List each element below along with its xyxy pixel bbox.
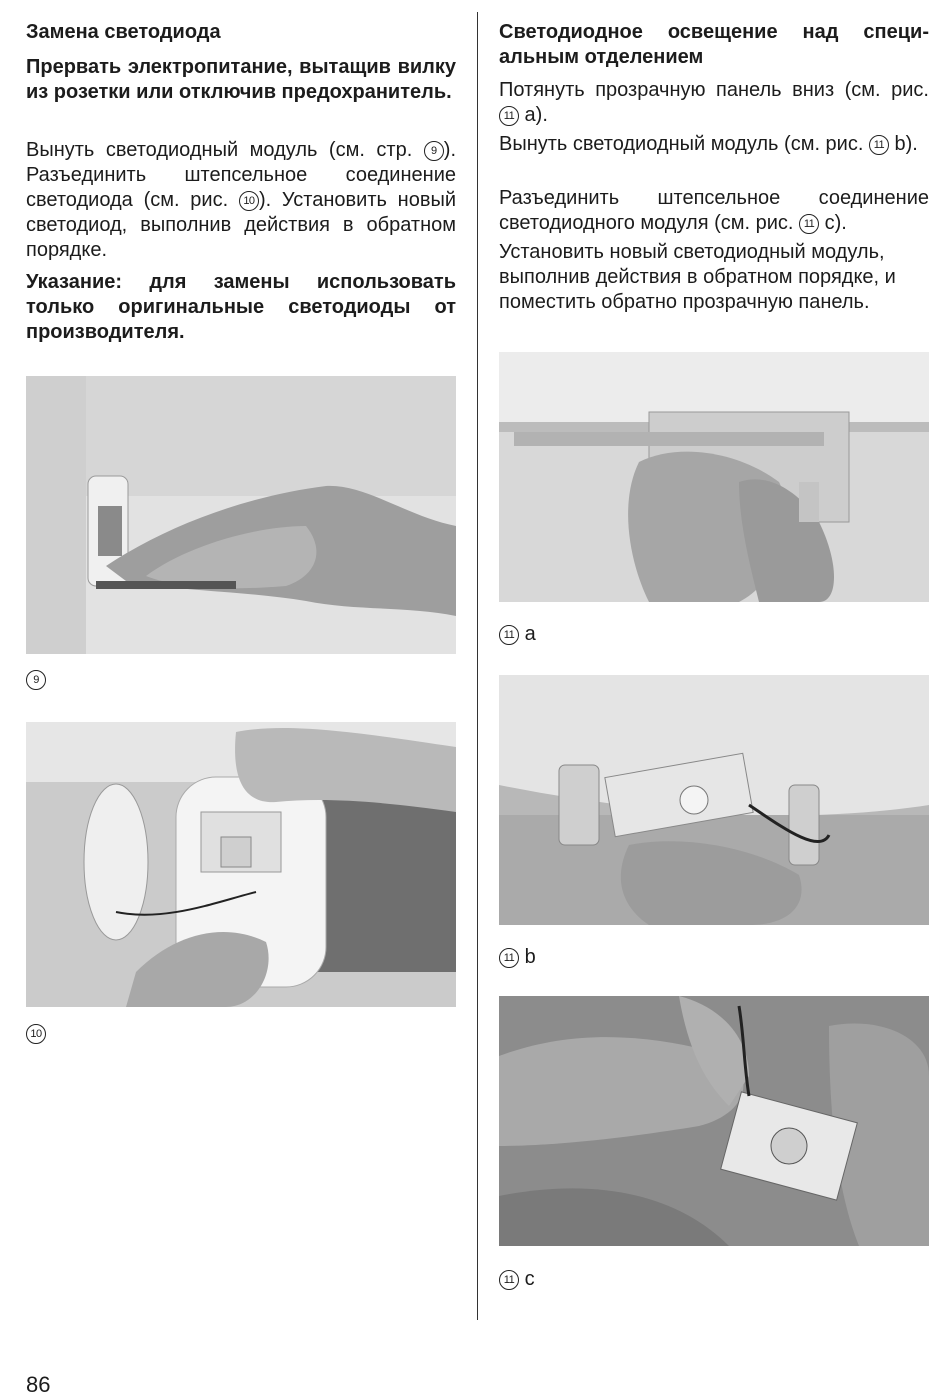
figure-ref-10: 10 bbox=[239, 191, 259, 211]
figure-number-9: 9 bbox=[26, 670, 46, 690]
figure-11c-photo bbox=[499, 996, 929, 1246]
note-text: Указание: для замены использовать только оригинальные светодиоды от производителя. bbox=[26, 271, 456, 343]
step-1-text: Потянуть прозрачную панель вниз (см. рис. 11 a). bbox=[499, 79, 929, 126]
figure-ref-9: 9 bbox=[424, 141, 444, 161]
figure-11b-caption: 11 b bbox=[499, 945, 536, 969]
figure-9-caption bbox=[26, 667, 46, 691]
figure-9-photo bbox=[26, 376, 456, 654]
section-heading-special-compartment: Светодиодное освещение над специальным отделением bbox=[499, 21, 929, 68]
instructions-paragraph: Вынуть светодиодный модуль (см. стр. 9 ). Разъединить штепсельное соединение светодиода (см. рис. 10 ). Установить новый светодиод, выполнив действия в обратном порядке. bbox=[26, 139, 457, 261]
column-divider bbox=[477, 12, 478, 1320]
figure-11c-caption: 11 c bbox=[499, 1267, 535, 1291]
page-number: 86 bbox=[26, 1372, 51, 1397]
figure-11b-photo bbox=[499, 675, 929, 925]
warning-text: Прервать электропитание, вытащив вилку из розетки или отключив предохранитель. bbox=[26, 56, 456, 103]
figure-ref-11: 11 bbox=[499, 106, 519, 126]
figure-ref-11: 11 bbox=[799, 214, 819, 234]
figure-11a-caption: 11 a bbox=[499, 622, 536, 646]
figure-10-caption bbox=[26, 1021, 46, 1045]
figure-number-11a: 11 bbox=[499, 625, 519, 645]
figure-10-photo bbox=[26, 722, 456, 1007]
figure-number-11c: 11 bbox=[499, 1270, 519, 1290]
step-3-text: Разъединить штепсельное соединение светодиодного модуля (см. рис. 11 c). bbox=[499, 187, 929, 234]
figure-11a-photo bbox=[499, 352, 929, 602]
figure-number-10: 10 bbox=[26, 1024, 46, 1044]
figure-number-11b: 11 bbox=[499, 948, 519, 968]
figure-ref-11: 11 bbox=[869, 135, 889, 155]
step-4-text: Установить новый светодиодный модуль, выполнив действия в обратном порядке, и поместить обратно прозрачную панель. bbox=[499, 241, 896, 313]
section-heading-led-replace: Замена светодиода bbox=[26, 21, 221, 43]
step-2-text: Вынуть светодиодный модуль (см. рис. 11 b). bbox=[499, 133, 918, 155]
